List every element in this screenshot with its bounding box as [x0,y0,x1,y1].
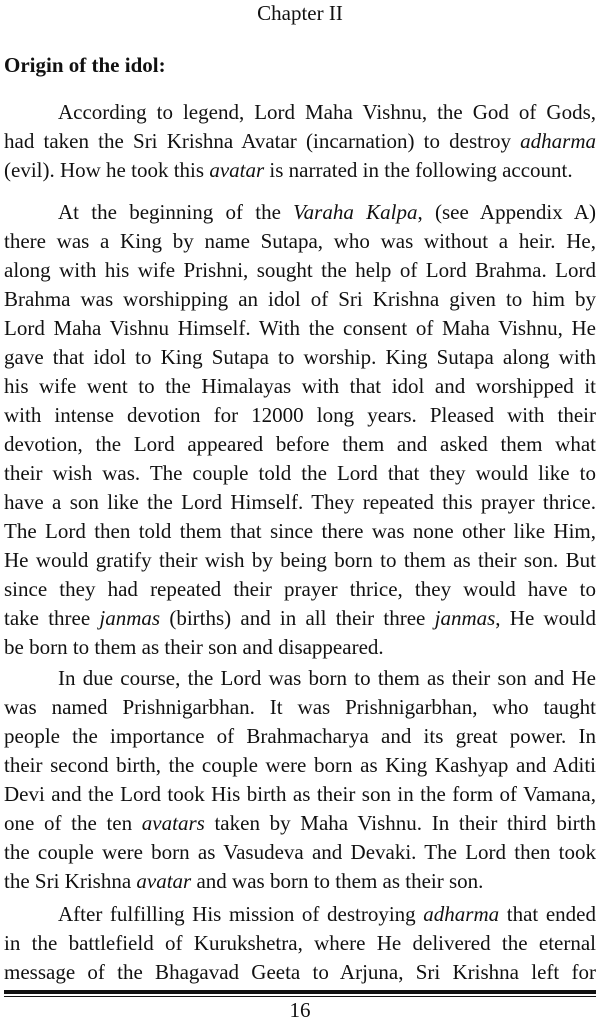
text-line: Brahma was worshipping an idol of Sri Krishna given to him by [4,287,596,311]
text-line: his wife went to the Himalayas with that idol and worshipped it [4,374,596,398]
text-line: (evil). How he took this avatar is narrated in the following account. [4,158,573,182]
text-line: since they had repeated their prayer thrice, they would have to [4,577,596,601]
text-line: According to legend, Lord Maha Vishnu, the God of Gods, [58,100,596,124]
text-line: In due course, the Lord was born to them as their son and He [58,666,596,690]
chapter-title: Chapter II [257,1,343,25]
text-line: He would gratify their wish by being born to them as their son. But [4,548,596,572]
text-line: take three janmas (births) and in all their three janmas, He would [4,606,596,630]
text-line: have a son like the Lord Himself. They repeated this prayer thrice. [4,490,596,514]
text-line: be born to them as their son and disappeared. [4,635,384,659]
text-line: After fulfilling His mission of destroying adharma that ended [58,902,596,926]
text-line: one of the ten avatars taken by Maha Vishnu. In their third birth [4,811,597,835]
paragraph-1 [4,98,596,185]
footer-rule-thick [4,990,596,994]
paragraph-4 [4,900,596,987]
footer-rule-thin [4,996,596,997]
text-line: people the importance of Brahmacharya and its great power. In [4,724,596,748]
text-line: along with his wife Prishni, sought the help of Lord Brahma. Lord [4,258,596,282]
text-line: the Sri Krishna avatar and was born to them as their son. [4,869,484,893]
text-line: with intense devotion for 12000 long years. Pleased with their [4,403,596,427]
text-line: devotion, the Lord appeared before them and asked them what [4,432,596,456]
text-line: their second birth, the couple were born as King Kashyap and Aditi [4,753,596,777]
section-heading: Origin of the idol: [4,53,166,77]
text-line: The Lord then told them that since there was none other like Him, [4,519,596,543]
text-line: At the beginning of the Varaha Kalpa, (see Appendix A) [58,200,597,224]
text-line: in the battlefield of Kurukshetra, where He delivered the eternal [4,931,596,955]
text-line: the couple were born as Vasudeva and Devaki. The Lord then took [4,840,596,864]
text-line: had taken the Sri Krishna Avatar (incarnation) to destroy adharma [4,129,596,153]
text-line: there was a King by name Sutapa, who was without a heir. He, [4,229,596,253]
text-line: gave that idol to King Sutapa to worship. King Sutapa along with [4,345,596,369]
paragraph-3 [4,664,596,896]
page-number: 16 [289,998,311,1022]
text-line: Lord Maha Vishnu Himself. With the consent of Maha Vishnu, He [4,316,596,340]
text-line: message of the Bhagavad Geeta to Arjuna, Sri Krishna left for [4,960,596,984]
text-line: their wish was. The couple told the Lord that they would like to [4,461,596,485]
paragraph-2 [4,198,596,662]
text-line: was named Prishnigarbhan. It was Prishnigarbhan, who taught [4,695,596,719]
text-line: Devi and the Lord took His birth as their son in the form of Vamana, [4,782,596,806]
